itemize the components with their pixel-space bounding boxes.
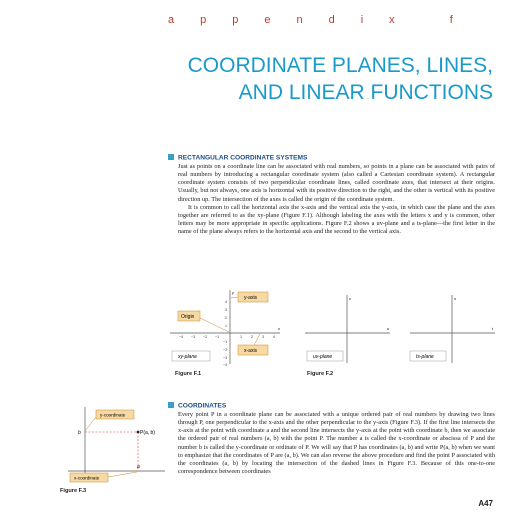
f3-y-callout-pointer xyxy=(85,417,96,431)
page-title-line1: COORDINATE PLANES, LINES, xyxy=(187,54,493,77)
f2-uv-plane-label: uv-plane xyxy=(313,354,333,360)
appendix-label: appendix f xyxy=(168,14,479,26)
f1-xtick: 1 xyxy=(240,335,242,339)
f1-xtick: −1 xyxy=(215,335,220,339)
f3-x-callout: x-coordinate xyxy=(74,475,100,481)
f1-x-letter: x xyxy=(278,326,280,331)
figure-f3-caption: Figure F.3 xyxy=(60,488,87,494)
f1-ytick: −4 xyxy=(223,363,228,367)
f2-t-letter: t xyxy=(492,326,494,331)
f3-y-callout: y-coordinate xyxy=(100,412,126,418)
section1-paragraph-1: Just as points on a coordinate line can be associated with real numbers, so points in a plane can be associated with pairs of real numbers by introducing a rectangular coordinate system (also called a Cartesian coordinate system). A rectangular coordinate system consists of two perpendicular coordinate lines, called coordinate axes, that intersect at their origins. Usually, but not always, one axis is horizontal with its positive direction to the right, and the other is vertical with its positive direction up. The intersection of the axes is called the origin of the coordinate system. xyxy=(178,163,495,203)
section-heading-coordinates xyxy=(168,402,226,410)
f1-xtick: 2 xyxy=(251,335,253,339)
section-heading-text: COORDINATES xyxy=(178,402,227,410)
f1-ytick: −2 xyxy=(223,348,228,352)
f1-ytick: −1 xyxy=(223,340,228,344)
f2-u-letter: u xyxy=(387,326,390,331)
figure-f1-xy-plane xyxy=(170,288,295,368)
section2-paragraph-1: Every point P in a coordinate plane can be associated with a unique ordered pair of real numbers by drawing two lines through P, one perpendicular to the x-axis and the other perpendicular to the y-axis (Figure F.3). If the first line intersects the x-axis at the point with coordinate a and the second line intersects the y-axis at the point with coordinate b, then we associate the ordered pair of real numbers (a, b) with the point P. The number a is called the x-coordinate or abscissa of P and the number b is called the y-coordinate or ordinate of P. We will say that P has coordinates (a, b) and write P(a, b) when we want to emphasize that the coordinates of P are (a, b). We can also reverse the above procedure and find the point P associated with the coordinates (a, b) by locating the intersection of the dashed lines in Figure F.3. Because of this one-to-one correspondence between coordinates xyxy=(178,411,495,476)
figure-f1-caption: Figure F.1 xyxy=(175,371,202,377)
f1-y-letter: y xyxy=(232,290,234,295)
section1-paragraph-2: It is common to call the horizontal axis the x-axis and the vertical axis the y-axis, in which case the plane and the axes together are referred to as the xy-plane (Figure F.1). Although labeling the axes with the letters x and y is common, other letters may be more appropriate in specific applications. Figure F.2 shows a uv-plane and a ts-plane—the first letter in the name of the plane always refers to the horizontal axis and the second to the vertical axis. xyxy=(178,203,495,236)
figure-f3-coordinates xyxy=(60,405,170,483)
f3-a-label: a xyxy=(137,464,140,470)
f1-origin-callout: Origin xyxy=(181,314,195,320)
f1-xtick: 3 xyxy=(262,335,264,339)
figure-f2-caption: Figure F.2 xyxy=(307,371,334,377)
f1-xtick: −2 xyxy=(203,335,208,339)
f1-xtick: −4 xyxy=(179,335,184,339)
f2-ts-plane-label: ts-plane xyxy=(416,354,434,360)
f1-ytick: 1 xyxy=(225,324,227,328)
f2-s-letter: s xyxy=(454,296,456,301)
f1-plane-label: xy-plane xyxy=(178,354,197,360)
page-title-line2: AND LINEAR FUNCTIONS xyxy=(238,81,493,104)
f3-b-label: b xyxy=(78,430,81,436)
section-bullet-icon xyxy=(168,154,174,160)
f3-x-callout-pointer xyxy=(108,472,137,477)
figure-f2-planes xyxy=(305,293,500,368)
f1-ytick: 3 xyxy=(225,308,227,312)
f1-y-callout-pointer xyxy=(231,297,238,298)
section1-body xyxy=(178,163,495,236)
f2-v-letter: v xyxy=(349,296,351,301)
f1-xtick: 4 xyxy=(273,335,275,339)
f1-x-callout-pointer xyxy=(254,334,260,345)
f1-ytick: −3 xyxy=(223,356,228,360)
f1-xtick: −3 xyxy=(191,335,196,339)
section-heading-rectangular xyxy=(168,154,307,162)
section-heading-text: RECTANGULAR COORDINATE SYSTEMS xyxy=(178,154,308,162)
f3-point-label: P(a, b) xyxy=(140,430,156,436)
section2-body xyxy=(178,411,495,476)
f1-ytick: 4 xyxy=(225,300,227,304)
page-number: A47 xyxy=(478,499,493,508)
f1-ytick: 2 xyxy=(225,316,227,320)
f1-x-axis-callout: x-axis xyxy=(244,348,258,354)
f1-y-axis-callout: y-axis xyxy=(244,295,258,301)
f3-point-p xyxy=(137,431,140,434)
